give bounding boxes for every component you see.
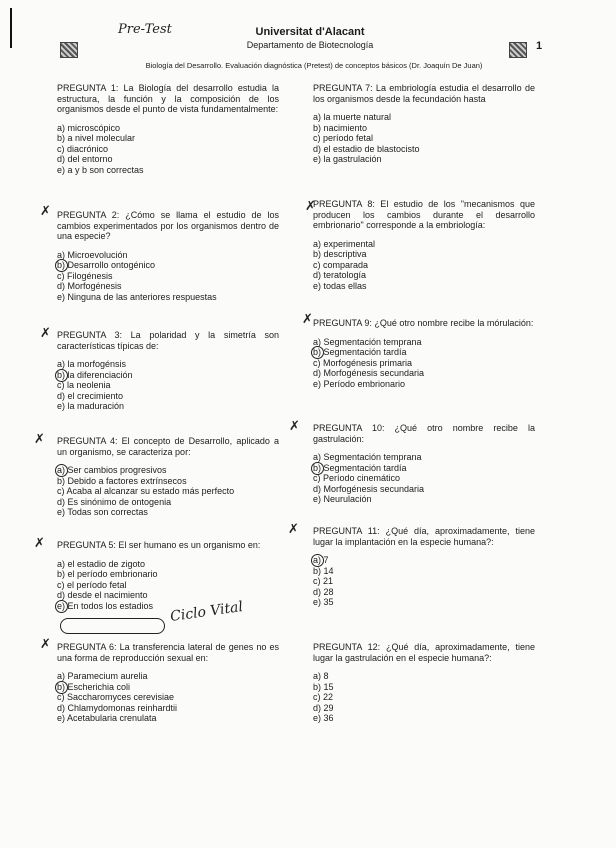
question-text: PREGUNTA 2: ¿Cómo se llama el estudio de los cambios experimentados por los organismos dentro de una especie? [57,210,279,241]
check-mark: ✗ [305,199,316,214]
answer-option-label: b) la diferenciación [57,369,133,380]
answer-option[interactable] [57,601,279,612]
check-mark: ✗ [289,419,300,434]
question-text: PREGUNTA 6: La transferencia lateral de genes no es una forma de reproducción sexual en: [57,642,279,663]
answer-option[interactable] [313,682,535,693]
answer-option[interactable] [313,576,535,587]
answer-option[interactable] [57,486,279,497]
question-2 [57,210,279,302]
answer-option[interactable] [57,671,279,682]
answer-option[interactable] [313,281,535,292]
answer-oval [60,618,165,634]
answer-option-label: b) a nivel molecular [57,133,136,143]
question-6 [57,642,279,724]
answer-option-label: c) la neolenia [57,380,111,390]
answer-option-label: e) la gastrulación [313,154,382,164]
answer-option-label: b) Segmentación tardía [313,462,407,473]
handwritten-note: Ciclo Vital [169,598,244,626]
answer-option[interactable] [313,692,535,703]
answer-option[interactable] [313,473,535,484]
department-name: Departamento de Biotecnología [246,40,374,50]
answer-option[interactable] [57,559,279,570]
question-11 [313,526,535,608]
answer-option-label: e) Acetabularia crenulata [57,713,157,723]
header [150,26,470,50]
answer-option-label: d) Chlamydomonas reinhardtii [57,702,178,713]
question-5 [57,540,279,611]
answer-option[interactable] [313,463,535,474]
question-text: PREGUNTA 1: La Biología del desarrollo estudia la estructura, la función y la composición de los organismos desde el punto de vista fundamentalmente: [57,83,279,114]
answer-option[interactable] [57,497,279,508]
question-text: PREGUNTA 3: La polaridad y la simetría son características típicas de: [57,330,279,351]
answer-option[interactable] [313,154,535,165]
answer-option-label: d) 28 [313,586,334,597]
answer-option[interactable] [313,358,535,369]
answer-option-label: b) el período embrionario [57,569,158,579]
answer-option[interactable] [313,379,535,390]
question-8 [313,199,535,291]
answer-option[interactable] [57,590,279,601]
answer-option-label: b) Segmentación tardía [313,347,407,357]
answer-option-label: b) 14 [313,565,334,576]
answer-option-label: e) todas ellas [313,280,367,291]
answer-option-label: c) Saccharomyces cerevisiae [57,692,175,702]
question-text: PREGUNTA 10: ¿Qué otro nombre recibe la gastrulación: [313,423,535,444]
answer-option-label: a) el estadio de zigoto [57,558,146,569]
answer-option[interactable] [57,250,279,261]
answer-option-label: e) a y b son correctas [57,164,144,175]
answer-option-label: a) la morfogénsis [57,359,127,369]
answer-option-label: a) Paramecium aurelia [57,671,148,681]
answer-option-label: d) Morfogénesis secundaria [313,483,425,494]
answer-option[interactable] [57,359,279,370]
answer-option-label: c) Acaba al alcanzar su estado más perfecto [57,486,235,496]
question-text: PREGUNTA 8: El estudio de los "mecanismos que producen los cambios durante el desarrollo embrionario" corresponde a la embriología: [313,199,535,230]
answer-option-label: a) Microevolución [57,249,128,260]
answer-option[interactable] [313,270,535,281]
answer-option[interactable] [313,112,535,123]
answer-option-label: b) descriptiva [313,249,367,259]
check-mark: ✗ [40,204,51,219]
answer-option[interactable] [313,555,535,566]
answer-option-label: c) comparada [313,259,369,270]
answer-circle [55,600,68,613]
university-logo [60,42,78,58]
answer-option[interactable] [57,123,279,134]
answer-option-label: c) período fetal [313,133,374,143]
answer-option[interactable] [57,692,279,703]
answer-option-label: d) el crecimiento [57,390,124,401]
question-4 [57,436,279,518]
answer-option[interactable] [313,260,535,271]
question-text: PREGUNTA 12: ¿Qué día, aproximadamente, tiene lugar la gastrulación en el especie humana?: [313,642,535,663]
binding-mark [10,8,12,48]
answer-option[interactable] [57,703,279,714]
answer-option-label: e) Período embrionario [313,378,406,389]
subtitle: Biología del Desarrollo. Evaluación diagnóstica (Pretest) de conceptos básicos (Dr. Joaquín De Juan) [145,61,483,70]
question-9 [313,318,535,389]
answer-option-label: e) Ninguna de las anteriores respuestas [57,291,217,302]
answer-option-label: b) Debido a factores extrínsecos [57,475,187,486]
answer-option-label: d) Morfogénesis [57,281,122,291]
answer-option-label: e) 35 [313,597,334,607]
answer-option-label: c) Período cinemático [313,473,401,483]
answer-option[interactable] [313,597,535,608]
answer-option-label: e) Todas son correctas [57,507,148,517]
answer-option-label: c) el período fetal [57,579,127,590]
answer-option[interactable] [57,569,279,580]
answer-option-label: e) la maduración [57,401,125,411]
question-10 [313,423,535,505]
answer-option-label: d) Morfogénesis secundaria [313,368,425,378]
question-text: PREGUNTA 11: ¿Qué día, aproximadamente, tiene lugar la implantación en la especie humana?: [313,526,535,547]
answer-option-label: a) Segmentación temprana [313,452,422,462]
answer-option[interactable] [57,391,279,402]
answer-option[interactable] [313,494,535,505]
answer-option[interactable] [313,587,535,598]
answer-option[interactable] [57,133,279,144]
answer-option[interactable] [57,154,279,165]
answer-option[interactable] [57,165,279,176]
answer-option[interactable] [57,370,279,381]
answer-option-label: e) En todos los estadios [57,600,154,611]
answer-option[interactable] [57,281,279,292]
question-7 [313,83,535,165]
check-mark: ✗ [34,432,45,447]
page-number: 1 [536,40,543,52]
answer-option-label: e) Neurulación [313,494,372,504]
answer-option[interactable] [313,368,535,379]
question-text: PREGUNTA 4: El concepto de Desarrollo, aplicado a un organismo, se caracteriza por: [57,436,279,457]
answer-option-label: a) Segmentación temprana [313,336,422,347]
check-mark: ✗ [40,326,51,341]
answer-option[interactable] [57,465,279,476]
answer-option-label: b) Escherichia coli [57,681,131,692]
question-3 [57,330,279,412]
answer-option-label: d) el estadio de blastocisto [313,143,420,154]
answer-option-label: c) 22 [313,692,334,702]
answer-option[interactable] [313,249,535,260]
answer-option[interactable] [57,507,279,518]
answer-option-label: c) Morfogénesis primaria [313,357,413,368]
answer-option[interactable] [57,682,279,693]
question-text: PREGUNTA 7: La embriología estudia el desarrollo de los organismos desde la fecundación hasta [313,83,535,104]
answer-option[interactable] [57,271,279,282]
answer-option[interactable] [313,713,535,724]
answer-option[interactable] [57,401,279,412]
answer-option[interactable] [313,123,535,134]
check-mark: ✗ [40,637,51,652]
handwritten-title: Pre-Test [118,22,172,37]
answer-option[interactable] [57,713,279,724]
answer-option[interactable] [57,144,279,155]
question-text: PREGUNTA 5: El ser humano es un organismo en: [57,540,261,550]
answer-option[interactable] [313,566,535,577]
answer-option-label: a) 8 [313,671,329,681]
answer-option[interactable] [313,484,535,495]
answer-option-label: c) diacrónico [57,143,109,154]
answer-option[interactable] [57,380,279,391]
answer-option-label: c) Filogénesis [57,270,113,281]
answer-option-label: a) microscópico [57,122,121,133]
answer-option[interactable] [313,144,535,155]
check-mark: ✗ [288,522,299,537]
answer-option-label: b) nacimiento [313,122,368,133]
answer-option-label: e) 36 [313,713,334,723]
answer-option[interactable] [313,347,535,358]
check-mark: ✗ [34,536,45,551]
question-text: PREGUNTA 9: ¿Qué otro nombre recibe la mórulación: [313,318,534,328]
answer-option[interactable] [57,292,279,303]
answer-option[interactable] [313,703,535,714]
answer-option-label: d) teratología [313,270,367,280]
question-1 [57,83,279,175]
answer-option[interactable] [57,260,279,271]
answer-option[interactable] [313,452,535,463]
answer-option[interactable] [57,580,279,591]
department-logo [509,42,527,58]
answer-option-label: b) Desarrollo ontogénico [57,260,156,270]
answer-option-label: d) 29 [313,702,334,713]
check-mark: ✗ [302,312,313,327]
answer-option-label: b) 15 [313,681,334,692]
answer-option-label: a) la muerte natural [313,112,392,122]
answer-option[interactable] [313,337,535,348]
answer-option-label: d) del entorno [57,154,113,164]
university-name: Universitat d'Alacant [255,26,365,38]
answer-option-label: a) experimental [313,238,376,249]
answer-option[interactable] [57,476,279,487]
answer-option[interactable] [313,239,535,250]
answer-option[interactable] [313,671,535,682]
question-12 [313,642,535,724]
answer-option-label: a) Ser cambios progresivos [57,465,167,475]
answer-option-label: a) 7 [313,555,329,565]
answer-option-label: d) desde el nacimiento [57,590,148,600]
answer-option-label: d) Es sinónimo de ontogenia [57,496,172,507]
answer-option-label: c) 21 [313,576,334,586]
answer-option[interactable] [313,133,535,144]
